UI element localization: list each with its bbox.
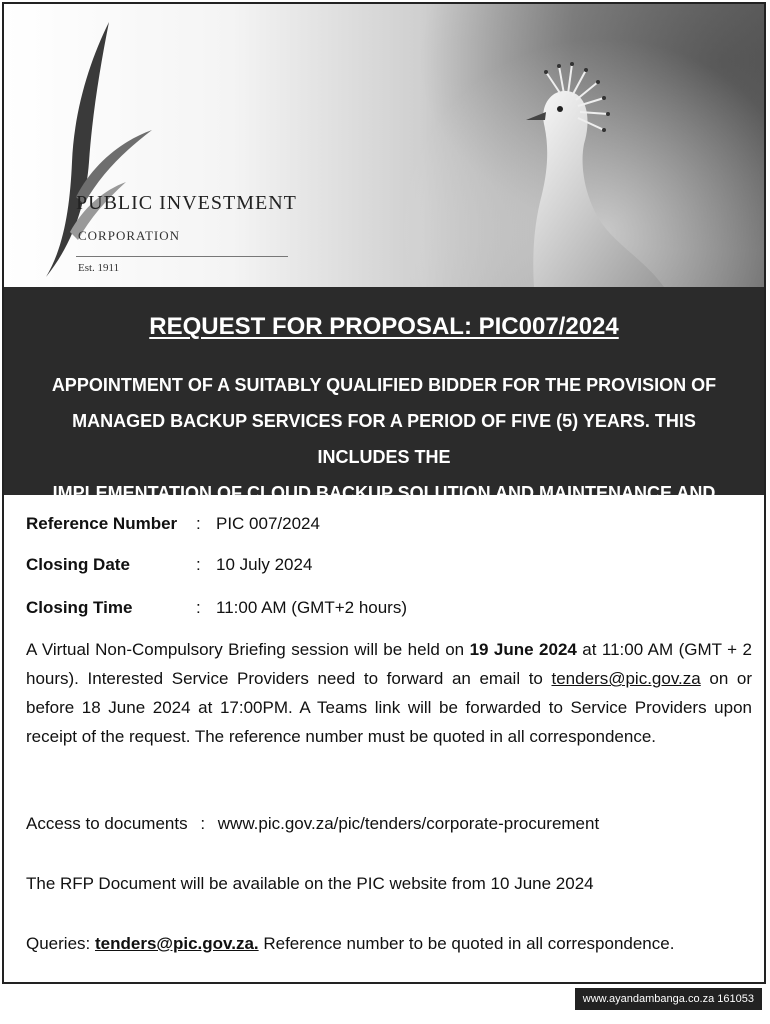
access-label: Access to documents [26, 814, 188, 833]
rfp-title: REQUEST FOR PROPOSAL: PIC007/2024 [149, 313, 619, 340]
queries-email-link[interactable]: tenders@pic.gov.za. [94, 934, 259, 953]
logo-name: PUBLIC INVESTMENT [76, 192, 297, 214]
briefing-email-link[interactable]: tenders@pic.gov.za [551, 669, 701, 688]
field-value: 10 July 2024 [216, 555, 313, 574]
briefing-date: 19 June 2024 [469, 640, 577, 659]
logo-divider [76, 256, 288, 257]
queries-text: Reference number to be quoted in all correspondence. [258, 934, 675, 953]
access-documents-row [26, 814, 599, 834]
logo-subname: CORPORATION [78, 228, 181, 243]
field-label: Closing Time [26, 598, 133, 617]
access-colon: : [200, 814, 206, 833]
briefing-text: at 11:00 AM (GMT + 2 hours). Interested Service Providers need to forward an email to [26, 640, 752, 688]
field-value: 11:00 AM (GMT+2 hours) [216, 598, 408, 617]
secretary-bird-image [504, 54, 704, 287]
field-colon: : [196, 598, 201, 617]
access-url-link[interactable]: www.pic.gov.za/pic/tenders/corporate-procurement [217, 814, 600, 833]
rfp-subtitle-line: MANAGED BACKUP SERVICES FOR A PERIOD OF FIVE (5) YEARS. THIS INCLUDES THE [72, 411, 696, 467]
queries-label: Queries: [26, 934, 95, 953]
briefing-text: A Virtual Non-Compulsory Briefing session will be held on [26, 640, 470, 659]
logo-established: Est. 1911 [78, 262, 120, 274]
rfp-subtitle-line: IMPLEMENTATION OF CLOUD BACKUP SOLUTION AND MAINTENANCE AND SUPPORT. [52, 483, 716, 539]
briefing-paragraph [26, 635, 752, 751]
publisher-tag: www.ayandambanga.co.za 161053 [575, 988, 762, 1010]
briefing-text: on or before 18 June 2024 at 17:00PM. A Teams link will be forwarded to Service Providers upon receipt of the request. The reference number must be quoted in all correspondence. [26, 669, 752, 746]
field-value: PIC 007/2024 [216, 514, 320, 533]
advertisement [2, 2, 766, 984]
rfp-subtitle-line: APPOINTMENT OF A SUITABLY QUALIFIED BIDDER FOR THE PROVISION OF [51, 375, 717, 395]
field-colon: : [196, 514, 201, 533]
field-colon: : [196, 555, 201, 574]
availability-text: The RFP Document will be available on the PIC website from 10 June 2024 [26, 874, 594, 893]
header-image [4, 4, 764, 287]
queries-row [26, 934, 674, 954]
field-label: Reference Number [26, 514, 178, 533]
field-label: Closing Date [26, 555, 130, 574]
